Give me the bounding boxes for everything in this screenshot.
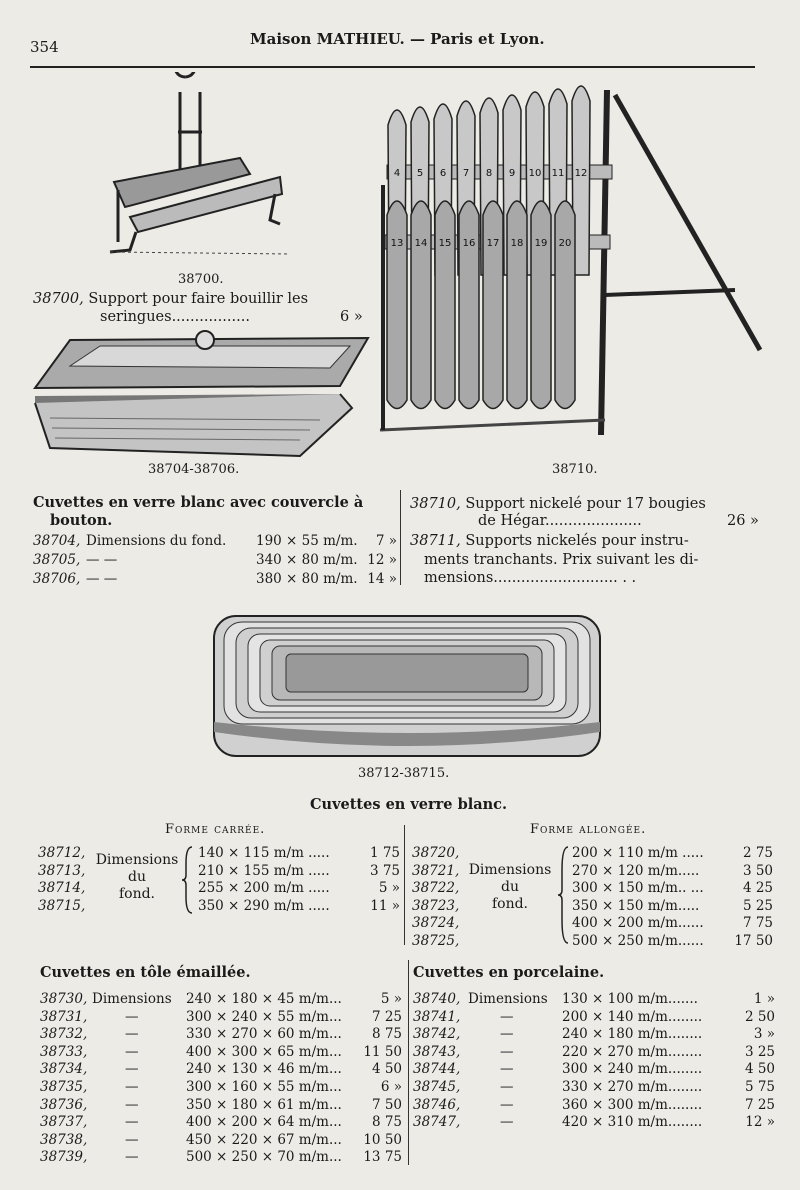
dim-label: du	[128, 869, 146, 885]
dilator-number: 12	[574, 168, 588, 179]
item-price: 1 75	[369, 845, 400, 861]
dilator	[411, 201, 431, 409]
item-code: 38700,	[33, 291, 84, 307]
syringe-support-illustration	[100, 72, 300, 262]
item-label: —	[500, 1096, 514, 1113]
dilator	[483, 201, 503, 409]
fig-caption-38700: 38700.	[178, 272, 224, 287]
dilator	[507, 201, 527, 409]
dilator-number: 16	[462, 238, 476, 249]
item-description-cont: ments tranchants. Prix suivant les di-	[424, 552, 699, 568]
item-price: 5 25	[742, 897, 773, 914]
item-price: 7 75	[742, 915, 773, 931]
item-label: —	[500, 1114, 514, 1131]
item-label: —	[125, 1114, 139, 1131]
item-code: 38744,	[413, 1061, 461, 1078]
dilator	[555, 201, 575, 409]
item-price: 3 »	[753, 1026, 775, 1043]
item-label: —	[125, 1043, 139, 1060]
item-code: 38732,	[40, 1026, 88, 1043]
dilator-number: 15	[438, 238, 452, 249]
item-code: 38733,	[40, 1043, 88, 1060]
item-price: 1 »	[753, 991, 775, 1007]
item-code: 38731,	[40, 1008, 88, 1025]
item-label: —	[125, 1149, 139, 1166]
dim-label: fond.	[118, 886, 156, 902]
item-dimensions: 380 × 80 m/m.	[256, 571, 358, 587]
item-price: 17 50	[734, 932, 773, 949]
item-price: 8 75	[371, 1114, 402, 1131]
item-dimensions: 340 × 80 m/m.	[256, 552, 358, 568]
item-dimensions: 300 × 160 × 55 m/m...	[186, 1079, 342, 1095]
dim-label: fond.	[491, 896, 529, 912]
page-header	[0, 30, 800, 70]
dilator-number: 11	[551, 168, 565, 179]
item-code: 38734,	[40, 1061, 88, 1078]
item-price: 10 50	[363, 1131, 402, 1148]
brace-right	[558, 845, 570, 945]
item-description: Support pour faire bouillir les	[88, 291, 309, 307]
item-label: —	[125, 1061, 139, 1078]
item-code: 38739,	[40, 1149, 88, 1166]
item-code: 38742,	[413, 1026, 461, 1043]
item-code: 38723,	[412, 897, 460, 914]
item-label: —	[125, 1079, 139, 1095]
item-label: —	[500, 1061, 514, 1078]
item-label: —	[500, 1026, 514, 1043]
item-label: Dimensions	[468, 991, 548, 1007]
item-label: —	[500, 1079, 514, 1095]
item-description: Support nickelé pour 17 bougies	[465, 496, 706, 512]
item-dimensions: 500 × 250 × 70 m/m...	[186, 1149, 342, 1166]
item-label: —	[125, 1008, 139, 1025]
item-code: 38747,	[413, 1114, 461, 1131]
item-code: 38736,	[40, 1096, 88, 1113]
item-dimensions: 210 × 155 m/m .....	[198, 862, 330, 879]
item-price: 12 »	[367, 552, 397, 568]
item-price: 2 75	[742, 845, 773, 861]
item-label: —	[125, 1096, 139, 1113]
item-dimensions: 200 × 140 m/m........	[562, 1008, 703, 1025]
item-price: 6 »	[380, 1079, 402, 1095]
item-code: 38746,	[413, 1096, 461, 1113]
brace-left	[182, 845, 194, 915]
item-label: —	[125, 1131, 139, 1148]
item-dimensions: 240 × 180 × 45 m/m...	[186, 991, 342, 1007]
item-code: 38715,	[38, 897, 86, 914]
item-dimensions: 270 × 120 m/m.....	[572, 862, 700, 879]
item-dimensions: 400 × 200 × 64 m/m...	[186, 1114, 342, 1131]
cuvettes-couvercle-title-cont: bouton.	[50, 512, 113, 529]
column-divider	[408, 960, 409, 1165]
dilator-number: 10	[528, 168, 542, 179]
forme-carree-heading: Forme carrée.	[165, 822, 266, 837]
item-code: 38743,	[413, 1043, 461, 1060]
item-code: 38725,	[412, 932, 460, 949]
dilator-number: 4	[393, 168, 401, 179]
item-dimensions: 350 × 150 m/m.....	[572, 897, 700, 914]
dilator-number: 6	[439, 168, 447, 179]
item-dimensions: 140 × 115 m/m .....	[198, 845, 330, 861]
item-dimensions: 240 × 180 m/m........	[562, 1026, 703, 1043]
item-code: 38741,	[413, 1008, 461, 1025]
item-code: 38714,	[38, 880, 86, 896]
item-dimensions: 130 × 100 m/m.......	[562, 991, 698, 1007]
item-price: 4 50	[371, 1061, 402, 1078]
item-price: 8 75	[371, 1026, 402, 1043]
fig-caption-38712-38715: 38712-38715.	[358, 766, 450, 781]
item-dimensions: 350 × 290 m/m .....	[198, 897, 330, 914]
dilator	[459, 201, 479, 409]
item-description-cont: mensions........................... . .	[424, 570, 637, 586]
item-dimensions: 400 × 200 m/m......	[572, 915, 704, 931]
dilator-number: 9	[508, 168, 516, 179]
item-price: 11 50	[363, 1043, 402, 1060]
item-dimensions: 500 × 250 m/m......	[572, 932, 704, 949]
item-code: 38738,	[40, 1131, 88, 1148]
glass-tray-with-lid-illustration	[30, 328, 375, 458]
porcelaine-title: Cuvettes en porcelaine.	[413, 964, 605, 981]
dim-label: Dimensions	[468, 862, 552, 878]
verre-blanc-title: Cuvettes en verre blanc.	[310, 796, 508, 813]
item-code: 38706,	[33, 571, 81, 587]
dim-label: Dimensions	[95, 852, 179, 868]
item-price: 7 25	[744, 1096, 775, 1113]
item-price: 3 75	[369, 862, 400, 879]
column-divider	[400, 490, 401, 585]
item-code: 38735,	[40, 1079, 88, 1095]
fig-caption-38704-38706: 38704-38706.	[148, 462, 240, 477]
item-dimensions: 240 × 130 × 46 m/m...	[186, 1061, 342, 1078]
item-price: 5 75	[744, 1079, 775, 1095]
dim-label: du	[501, 879, 519, 895]
item-dimensions: 360 × 300 m/m........	[562, 1096, 703, 1113]
item-label: —	[500, 1043, 514, 1060]
rack-leg	[615, 95, 760, 350]
dilator-number: 8	[485, 168, 493, 179]
item-label: —	[125, 1026, 139, 1043]
item-dimensions: 330 × 270 × 60 m/m...	[186, 1026, 342, 1043]
item-dimensions: 200 × 110 m/m .....	[572, 845, 704, 861]
item-description-cont: de Hégar.....................	[478, 513, 642, 529]
item-code: 38712,	[38, 845, 86, 861]
dilator	[435, 201, 455, 409]
fig-caption-38710: 38710.	[552, 462, 598, 477]
item-code: 38713,	[38, 862, 86, 879]
rack-base	[380, 420, 605, 430]
item-dimensions: 420 × 310 m/m........	[562, 1114, 703, 1131]
dilator-number: 17	[486, 238, 500, 249]
item-code: 38730,	[40, 991, 88, 1007]
item-code: 38740,	[413, 991, 461, 1007]
rack-post	[601, 90, 607, 435]
item-label: Dimensions	[92, 991, 172, 1007]
item-price: 5 »	[378, 880, 400, 896]
item-dimensions: 300 × 240 m/m........	[562, 1061, 703, 1078]
item-code: 38705,	[33, 552, 81, 568]
item-price: 6 »	[340, 309, 363, 325]
dilator-number: 13	[390, 238, 404, 249]
item-price: 7 50	[371, 1096, 402, 1113]
item-price: 3 50	[742, 862, 773, 879]
item-code: 38737,	[40, 1114, 88, 1131]
item-description-cont: seringues.................	[100, 309, 250, 325]
item-dimensions: 400 × 300 × 65 m/m...	[186, 1043, 342, 1060]
item-description: Supports nickelés pour instru-	[465, 533, 689, 549]
item-code: 38704,	[33, 533, 81, 549]
header-rule	[30, 66, 755, 68]
item-price: 12 »	[745, 1114, 775, 1131]
cuvettes-couvercle-title: Cuvettes en verre blanc avec couvercle à	[33, 494, 364, 511]
item-price: 4 50	[744, 1061, 775, 1078]
item-price: 7 25	[371, 1008, 402, 1025]
item-dimensions: 220 × 270 m/m........	[562, 1043, 703, 1060]
nested-glass-trays-illustration	[210, 612, 605, 762]
item-label: —	[500, 1008, 514, 1025]
item-dimensions: 255 × 200 m/m .....	[198, 880, 330, 896]
item-dimensions: 190 × 55 m/m.	[256, 533, 358, 549]
item-label: Dimensions du fond.	[86, 533, 227, 549]
item-price: 26 »	[727, 513, 759, 529]
hegar-dilator-rack-illustration	[375, 75, 770, 445]
item-price: 4 25	[742, 880, 773, 896]
item-code: 38724,	[412, 915, 460, 931]
item-dimensions: 350 × 180 × 61 m/m...	[186, 1096, 342, 1113]
item-label: — —	[86, 552, 118, 568]
dilator-number: 14	[414, 238, 428, 249]
item-dimensions: 450 × 220 × 67 m/m...	[186, 1131, 342, 1148]
item-label: — —	[86, 571, 118, 587]
item-price: 14 »	[367, 571, 397, 587]
item-dimensions: 300 × 150 m/m.. ...	[572, 880, 704, 896]
item-code: 38745,	[413, 1079, 461, 1095]
item-code: 38710,	[410, 496, 461, 512]
item-dimensions: 330 × 270 m/m........	[562, 1079, 703, 1095]
dilator-number: 18	[510, 238, 524, 249]
forme-allongee-heading: Forme allongée.	[530, 822, 647, 837]
dilator	[387, 201, 407, 409]
item-code: 38720,	[412, 845, 460, 861]
tole-title: Cuvettes en tôle émaillée.	[40, 964, 251, 981]
item-dimensions: 300 × 240 × 55 m/m...	[186, 1008, 342, 1025]
dilator-number: 20	[558, 238, 572, 249]
item-price: 7 »	[375, 533, 397, 549]
rack-brace	[605, 290, 735, 295]
page-number: 354	[30, 38, 59, 56]
item-price: 13 75	[363, 1149, 402, 1166]
dilator-number: 5	[416, 168, 424, 179]
item-code: 38721,	[412, 862, 460, 879]
item-code: 38722,	[412, 880, 460, 896]
dilator-number: 19	[534, 238, 548, 249]
dilator-number: 7	[462, 168, 470, 179]
dilator	[531, 201, 551, 409]
column-divider	[404, 825, 405, 945]
page-title: Maison MATHIEU. — Paris et Lyon.	[250, 30, 545, 48]
item-price: 2 50	[744, 1008, 775, 1025]
item-price: 5 »	[380, 991, 402, 1007]
item-price: 11 »	[370, 897, 400, 914]
item-code: 38711,	[410, 533, 461, 549]
item-price: 3 25	[744, 1043, 775, 1060]
